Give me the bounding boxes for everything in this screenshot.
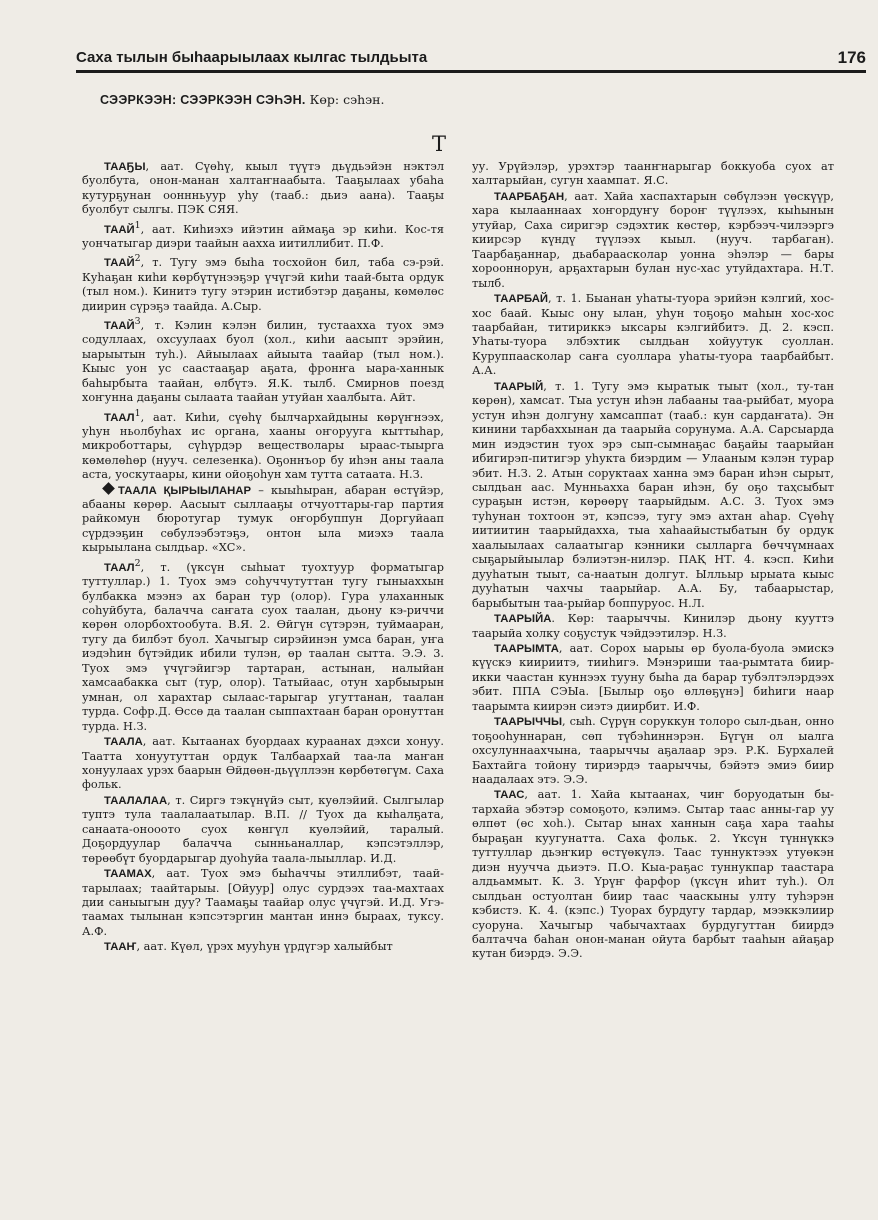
dictionary-entry [82,735,444,793]
headword-superscript: 3 [134,316,141,328]
entry-headword: ТААЙ [104,223,135,236]
entry-headword: ТААЛ [104,561,135,574]
dictionary-entry [82,252,444,314]
entry-text: , аат. Киһиэхэ ийэтин аймаҕа эр киһи. Кос-тя уончатыгар диэри таайын аахха иитиллибит. П.Ф. [82,222,444,251]
entry-text: , аат. Туох эмэ быһаччы этиллибэт, таай-тарылаах; таайтарыы. [Ойуур] олус сурдээх таа-махтаах дии саныыгын дуу? Таамаҕы таайар олус үчүгэй. И.Д. Угэ-таамах тылынан кэпсэтэргин мантан иннэ быраах, туксу. А.Ф. [82,867,444,938]
dictionary-entry [472,380,834,611]
entry-headword: ТААРЫЧЧЫ [494,716,563,729]
entry-text: , аат. Сүөһү, кыыл түүтэ дьүдьэйэн нэктэл буолбута, онон-манан халтаҥнаабыта. Тааҕылаах убаһа кутурҕунан ооннньуур уһу (тааб.: дьиэ аана). Тааҕы буолбут сылгы. ПЭК СЯЯ. [82,160,444,217]
headword-superscript: 2 [134,557,141,569]
dictionary-entry [472,715,834,787]
dictionary-entry [82,160,444,218]
section-letter: Т [431,132,446,156]
page-number: 176 [837,48,866,67]
entry-headword: ТААРЫЙА [494,613,552,626]
right-column [472,160,834,963]
dictionary-entry [472,160,834,189]
dictionary-entry [82,484,444,556]
headword-superscript: 1 [134,219,141,231]
entry-headword: ТААРЫЙ [494,380,544,393]
entry-text: , аат. 1. Хайа кытаанах, чиҥ боруодатын бы-тархайа эбэтэр сомоҕото, кэлимэ. Сытар таас анны-гар уу өлпөт (өс хоһ.). Сытар ынах ханнын саҕа хара тааһы быраҕан куугунатта. Саха фольк. 2. Үксүн түннүккэ туттуллар дьэҥкир өстүөкүлэ. Таас туннуктээх утуөкэн диэн нуучча дьиэтэ. П.О. Кыа-раҕас туннукпар таастара алдьаммыт. К. 3. Үрүҥ фарфор (үксүн иһит туһ.). Ол сылдьан остуолтан биир таас чааскыны улту туһэрэн кэбистэ. К. 4. (кэпс.) Туорах бурдугу тардар, мээккэлиир суоруна. Хачыгыр чабычахтаах бурдугуттан биирдэ балтачча баһан онон-манан ойута барбыт тааһын айаҕар кутан биэрдэ. Э.Э. [472,788,834,961]
entry-headword: ТААЙ [104,257,135,270]
entry-headword: ТААРБАЙ [494,293,549,306]
dictionary-entry [82,794,444,866]
entry-headword: ТААЛ [104,411,135,424]
dictionary-entry [472,642,834,714]
dictionary-entry [82,867,444,939]
dictionary-entry [472,190,834,291]
entry-headword: ТААРБАҔАН [494,190,565,203]
entry-text: , т. (үксүн сыһыат туохтуур форматыгар туттуллар.) 1. Туох эмэ соһуччутуттан тугу гыныаххын булбакка мээнэ ах баран тур (олор). Гура улаханнык соһуйбута, балачча саҥата суох таалан, дьону кэ-риччи көрөн олорбохтообута. В.Я. 2. Өйгүн сүтэрэн, туймааран, тугу да билбэт буол. Хачыгыр сирэйинэн умса баран, уҥа иэдэһин бүтэйдик ибили тулэн, өр таалан сытта. Э.Э. 3. Туох эмэ үчүгэйигэр тартаран, астынан, налыйан хамсаабакка сыт (тур, олор). Татыйаас, отун харбыырын умнан, ол харахтар сылаас-тарыгар угуттанан, таалан турда. Софр.Д. Өссө да таалан сыппахтаан баран оронуттан турда. Н.З. [82,560,444,733]
dictionary-entry [82,315,444,405]
entry-text: , аат. Сорох ыарыы өр буола-буола эмискэ күүскэ киириитэ, тииһигэ. Мэнэриши таа-рымтата биир-икки чаастан куннээх тууну быһа да барар тубэлтэлэрдээх эбит. ППА СЭЫа. [Былыр оҕо өллөҕүнэ] биһиги наар таарымта киирэн сиэтэ диирбит. И.Ф. [472,641,834,713]
tail-headword: СЭЭРКЭЭН: СЭЭРКЭЭН СЭҺЭН. [100,93,306,107]
left-column [82,160,444,956]
entry-text: – кыыһыран, абаран өстүйэр, абааны көрөр. Аасыыт сыллааҕы отчуоттары-гар партия райкомун бюротугар тумук оҥорбуппун Доргуйаап сүрдээҕин сөбулээбэтэҕэ, онтон ыла миэхэ таала кырыылана сылдьар. «ХС». [82,483,444,555]
headword-superscript: 1 [134,407,141,419]
entry-text: , аат. Хайа хаспахтарын сөбүлээн үөскүүр, хара кылааннаах хоҥордуҥу бороҥ түүлээх, кыһынын утуйар, Саха сиригэр сэдэхтик көстөр, кэрбээч-чилээргэ киирсэр күндү түүлээх кыыл. (нууч. тарбаган). Таарбаҕаннар, дьабараасколар уонна эһэлэр — бары хорооннорун, арҕахтарын булан нус-хас утуйдахтара. Н.Т. тылб. [472,189,834,290]
entry-text: , аат. Кытаанах буордаах кураанах дэхси хонуу. Таатта хонуутуттан ордук Талбаархай таа-ла маҥан хонуулаах урэх баарын Өйдөөн-дьүүллээн көрбөтөгүм. Саха фольк. [82,735,444,792]
entry-text: , аат. Күөл, үрэх мууһун үрдүгэр халыйбыт [136,940,393,954]
headword-superscript: 2 [134,253,141,265]
entry-headword: ТААМАХ [104,868,152,881]
entry-headword: ТААЛАЛАА [104,794,168,807]
dictionary-entry [472,788,834,961]
dictionary-entry [472,292,834,379]
entry-text: , т. 1. Быанан уһаты-туора эрийэн кэлгий, хос-хос баай. Кыыс ону ылан, уһун тоҕоҕо маһын хос-хос таарбайан, титириккэ ыксары кэлгийбитэ. Д. 2. кэсп. Уһаты-туора элбэхтик сылдьан хойуутук суоллан. Куруппаасколар саҥа суоллара уһаты-туора таарбайбыт. А.А. [472,292,834,378]
entry-text: , т. Кэлин кэлэн билин, тустаахха туох эмэ содуллаах, охсуулаах буол (хол., киһи аасыпт эрэйин, ыарыытын туһ.). Айыылаах айыыта таайар (тыл ном.). Кыыс уон ус саастааҕар аҕата, фронҥа ыара-ханнык баһырбыта таайан, өлбүтэ. Я.К. тылб. Смирнов поезд хоҥунна даҕаны сылаата таайан утуйан хаалбыта. Айт. [82,318,444,405]
entry-headword: ТААЙ [104,319,135,332]
entry-text: . Көр: таарыччы. Кинилэр дьону кууттэ таарыйа холку соҕустук чэйдээтилэр. Н.З. [472,612,834,640]
entry-headword: ТААҤ [104,941,137,954]
dictionary-entry [82,557,444,734]
entry-text: , т. 1. Тугу эмэ кыратык тыыт (хол., ту-тан көрөн), хамсат. Тыа устун иһэн лабааны таа-рыйбат, муора устун иһэн долгуну хамсаппат (тааб.: кун сардаҥата). Эн кинини тарбаххынан да таарыйа сорунума. А.А. Сарсыарда мин иэдэстин туох эрэ сып-сымнаҕас баҕайы таарыйан ибигирэп-питигэр уһукта биэрдим — Улааным кэлэн турар эбит. Н.З. 2. Атын соруктаах ханна эмэ баран иһэн сырыт, сылдьан аас. Мунньахха баран иһэн, бу оҕо таҳсыбыт сураҕын истэн, көрөөрү таарыйдым. А.С. 3. Туох эмэ туһунан тохтоон эт, кэпсээ, тугу эмэ ахтан аһар. Сүөһү иитиитин таарыйдахха, тыа хаһаайыстыбатын бу ордук хаалыылаах салаатыгар кэнники сылларга бөччүмнаах сыҕарыйыылар бэлиэтэн-нилэр. ПАҚ НТ. 4. кэсп. Киһи дууһатын тыыт, са-наатын долгут. Ылльыр ырыата кыыс дууһатын чахчы таарыйар. А.А. Бу, табаарыстар, барыбытын таа-рыйар боппуруос. Н.Л. [472,379,834,610]
dictionary-entry [82,940,444,954]
entry-text: , аат. Киһи, сүөһү былчархайдыны көрүҥнээх, уһун ньолбуһах ис органа, хааны оҥоруугa кыттыһар, микроботтары, сүһүрдэр веществолары ыраас-тыырга көмөлөһөр (нууч. селезенка). Оҕоннъор бу иһэн аны таала аста, уоскутаары, кини ойоҕоһун хам тутта сатаата. Н.З. [82,410,444,482]
entry-headword: ТААЛА ҚЫРЫЫЛАНАР [118,484,252,497]
tail-entry [100,92,840,108]
entry-text: , сыһ. Сүрүн соруккун толоро сыл-дьан, онно тоҕооһуннаран, сөп түбэһиннэрэн. Бүгүн ол ыалга охсулуннаахчына, таарыччы аҕалаар эрэ. Р.К. Бурхалей Бахтайга тойону тириэрдэ таарыччы, бэйэтэ эмиэ биир наадалаах этэ. Э.Э. [472,715,834,787]
entry-text: , т. Сиргэ тэкүнүйэ сыт, куөлэйий. Сылгылар туптэ тула таалалаатылар. В.П. // Туох да кыһалҕата, санаата-онооото суох көнгүл куөлэйий, таралый. Доҕордуулар балачча сынньаналлар, кэпсэтэллэр, төрөөбүт буордарыгар дуоһуйа таала-лыыллар. И.Д. [82,793,444,865]
running-title: Саха тылын быһаарыылаах кылгас тылдьыта [76,49,428,66]
dictionary-entry [472,612,834,641]
entry-headword: ТААҔЫ [104,161,146,173]
page-header [76,40,866,73]
entry-text: уу. Урүйэлэр, урэхтэр таанҥнарыгар боккуоба суох ат халтарыйан, сугун хаампат. Я.С. [472,160,834,188]
entry-text: , т. Тугу эмэ быһа тосхойон бил, таба сэ-рэй. Куһаҕан киһи көрбүтүнээҕэр үчүгэй киһи таай-быта ордук (тыл ном.). Кинитэ тугу этэрин истибэтэр даҕаны, көмөлөс диирин сүрэҕэ таайда. А.Сыр. [82,256,444,313]
entry-headword: ТААЛА [104,736,143,749]
dictionary-entry [82,407,444,483]
entry-headword: ТААРЫМТА [494,642,559,655]
tail-text: Көр: сэһэн. [305,92,385,107]
entry-headword: ТААС [494,789,525,802]
dictionary-entry [82,219,444,252]
diamond-icon [102,482,115,495]
